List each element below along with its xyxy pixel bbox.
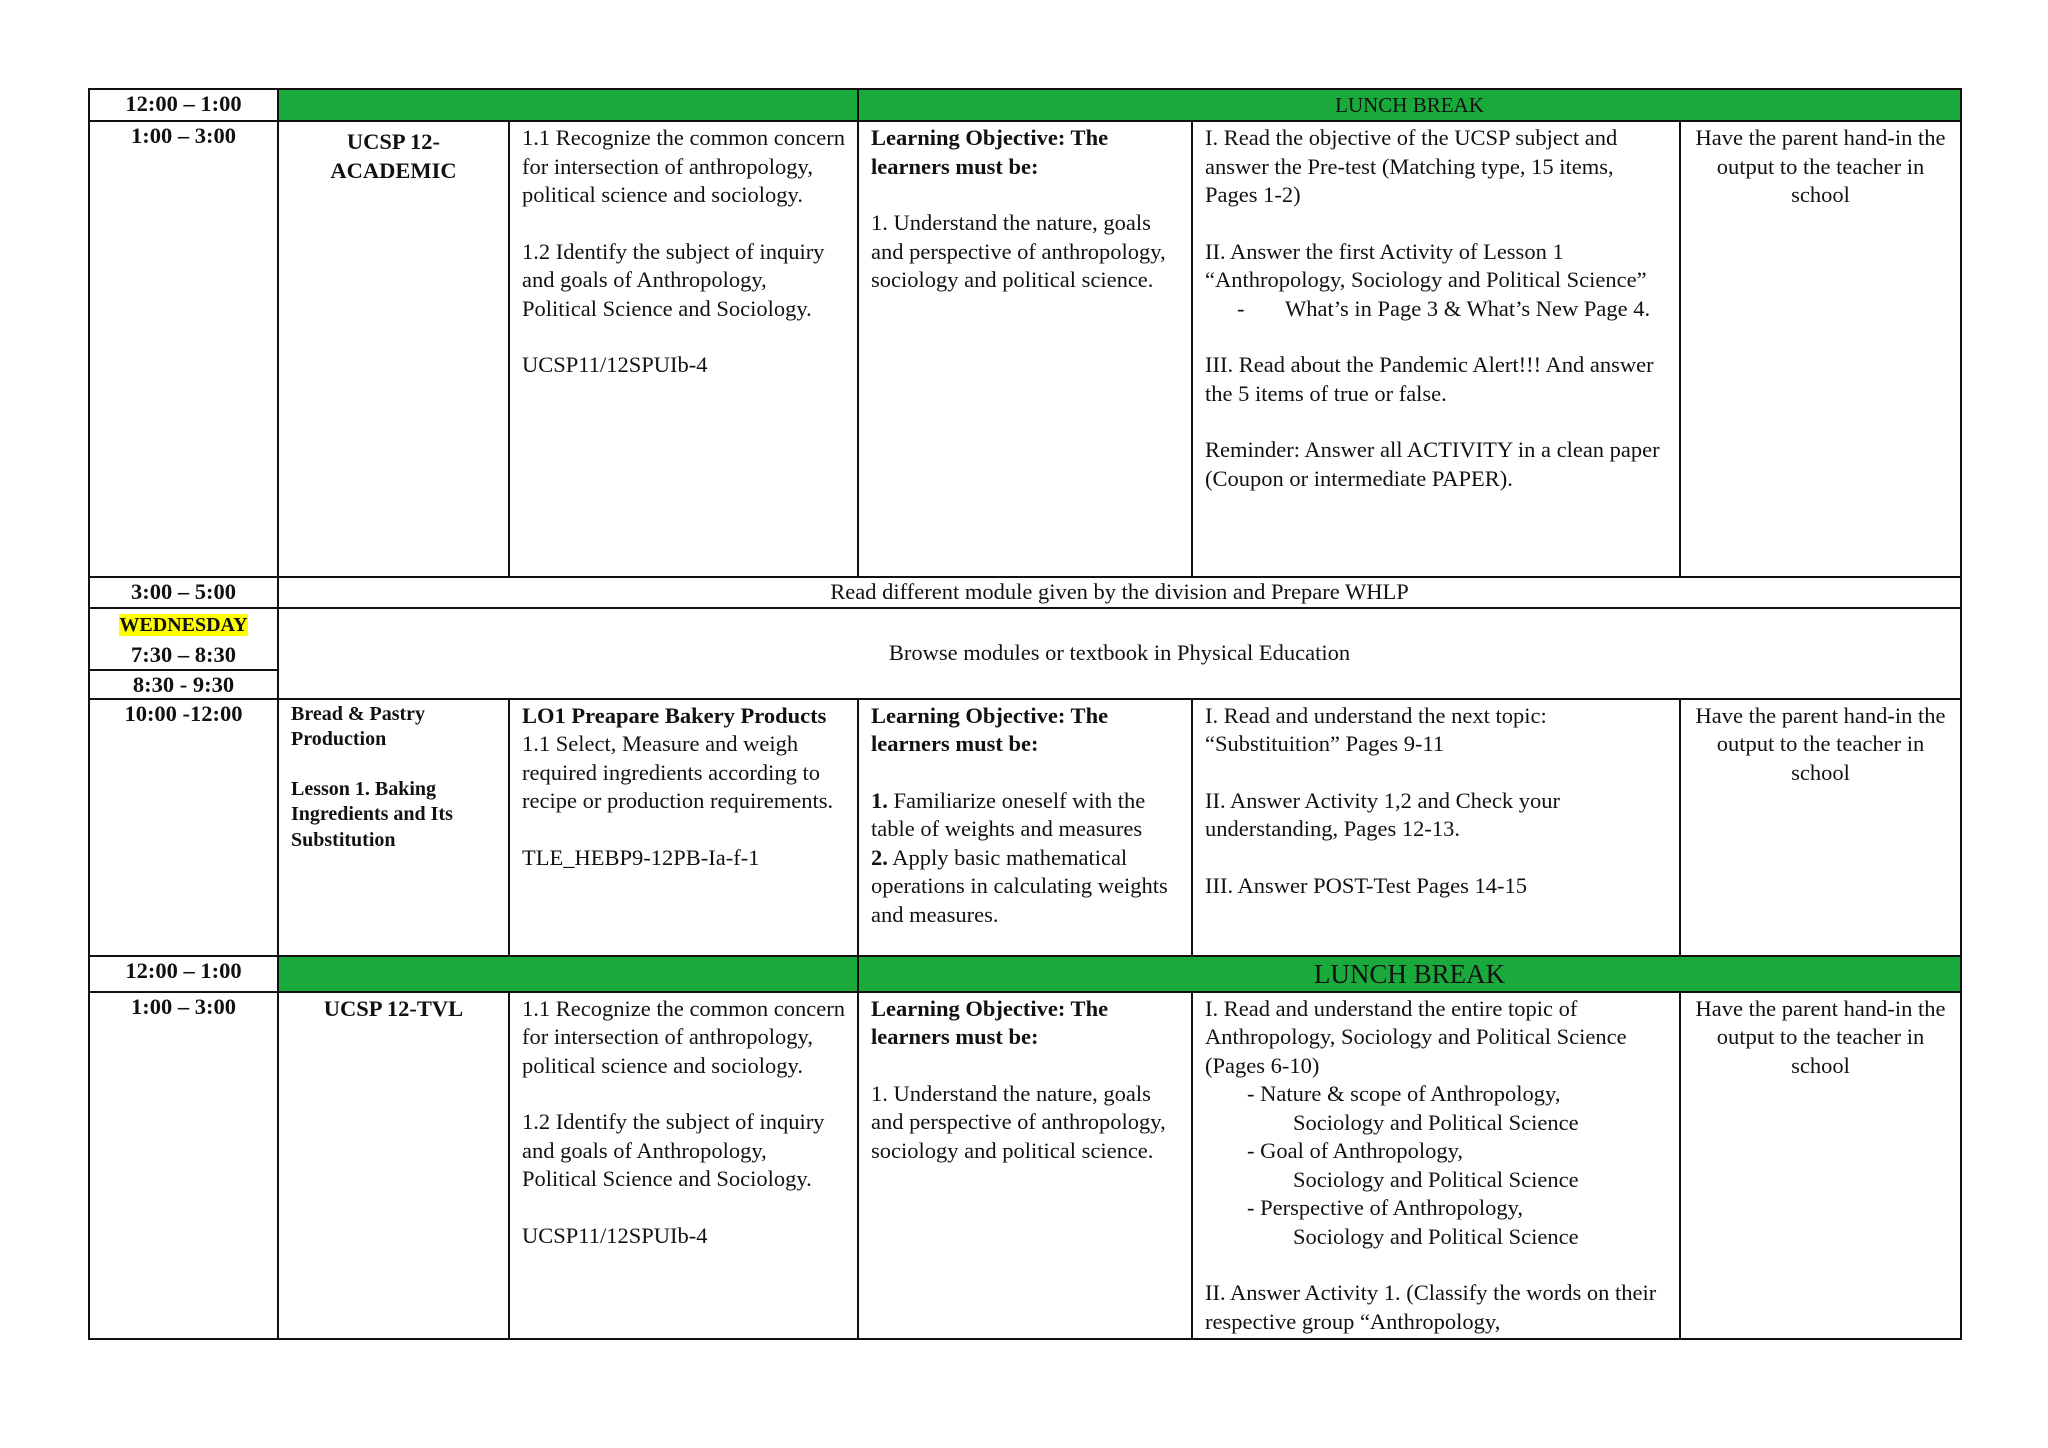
subject-cell: UCSP 12-ACADEMIC	[278, 121, 509, 577]
subject-cell	[278, 699, 509, 956]
lunch-break-label: LUNCH BREAK	[858, 956, 1961, 992]
lunch-bar-left	[278, 956, 858, 992]
task-item: III. Answer POST-Test Pages 14-15	[1205, 872, 1527, 898]
competency-code: UCSP11/12SPUIb-4	[522, 1222, 708, 1248]
lunch-break-label: LUNCH BREAK	[858, 89, 1961, 121]
tasks-cell	[1192, 121, 1680, 577]
pe-text: Browse modules or textbook in Physical Education	[278, 608, 1961, 699]
time-cell: 10:00 -12:00	[89, 699, 278, 956]
task-bullet: - Perspective of Anthropology,	[1247, 1195, 1523, 1220]
objective-text: Familiarize oneself with the table of weights and measures	[871, 787, 1146, 841]
subject-cell: UCSP 12-TVL	[278, 992, 509, 1340]
task-item: III. Read about the Pandemic Alert!!! And answer the 5 items of true or false.	[1205, 352, 1654, 406]
time-cell: 8:30 - 9:30	[89, 670, 278, 699]
task-item: I. Read and understand the entire topic of Anthropology, Sociology and Political Science (Pages 6-10)	[1205, 995, 1627, 1078]
objective-item	[871, 844, 1179, 930]
task-bullet-continued: Sociology and Political Science	[1293, 1109, 1579, 1135]
competency-code: TLE_HEBP9-12PB-Ia-f-1	[522, 844, 760, 870]
competency-cell	[509, 699, 858, 956]
lunch-bar-left	[278, 89, 858, 121]
objective-item: 1. Understand the nature, goals and perspective of anthropology, sociology and political science.	[871, 1080, 1166, 1163]
lunch-row-2	[89, 956, 1961, 992]
prep-row	[89, 577, 1961, 608]
task-subitem-text: What’s in Page 3 & What’s New Page 4.	[1285, 295, 1651, 321]
day-label: WEDNESDAY	[119, 613, 248, 636]
ucsp-academic-row	[89, 121, 1961, 577]
weekly-home-learning-plan-table	[88, 88, 1962, 1340]
time-cell: 1:00 – 3:00	[89, 992, 278, 1340]
task-bullet-continued: Sociology and Political Science	[1293, 1166, 1579, 1192]
task-bullet: - Nature & scope of Anthropology,	[1247, 1081, 1561, 1106]
objective-text: Apply basic mathematical operations in calculating weights and measures.	[871, 844, 1168, 927]
time-cell: 1:00 – 3:00	[89, 121, 278, 577]
competency-cell	[509, 121, 858, 577]
tasks-cell	[1192, 699, 1680, 956]
competency-item: 1.2 Identify the subject of inquiry and goals of Anthropology, Political Science and Sociology.	[522, 1109, 825, 1191]
task-item: II. Answer Activity 1. (Classify the words on their respective group “Anthropology,	[1205, 1280, 1657, 1334]
bread-pastry-row	[89, 699, 1961, 956]
task-item: I. Read the objective of the UCSP subject and answer the Pre-test (Matching type, 15 items, Pages 1-2)	[1205, 125, 1618, 207]
objective-cell	[858, 121, 1192, 577]
objective-heading: Learning Objective: The learners must be:	[871, 702, 1109, 756]
subject-name: Bread & Pastry Production	[291, 702, 426, 750]
competency-cell	[509, 992, 858, 1340]
competency-item: 1.2 Identify the subject of inquiry and goals of Anthropology, Political Science and Sociology.	[522, 238, 825, 321]
competency-item: 1.1 Recognize the common concern for intersection of anthropology, political science and sociology.	[522, 995, 846, 1078]
objective-item: 1. Understand the nature, goals and perspective of anthropology, sociology and political science.	[871, 210, 1166, 292]
objective-number: 1.	[871, 787, 888, 813]
wednesday-row	[89, 608, 1961, 670]
delivery-mode-cell: Have the parent hand-in the output to the teacher in school	[1680, 699, 1961, 956]
delivery-mode-cell: Have the parent hand-in the output to the teacher in school	[1680, 992, 1961, 1340]
lunch-row-1	[89, 89, 1961, 121]
objective-cell	[858, 992, 1192, 1340]
competency-heading: LO1 Preapare Bakery Products	[522, 702, 827, 728]
task-subitem	[1205, 295, 1667, 324]
competency-code: UCSP11/12SPUIb-4	[522, 352, 708, 377]
time-cell: 3:00 – 5:00	[89, 577, 278, 608]
time-cell: 12:00 – 1:00	[89, 89, 278, 121]
lesson-title: Lesson 1. Baking Ingredients and Its Substitution	[291, 777, 453, 851]
competency-item: 1.1 Recognize the common concern for intersection of anthropology, political science and sociology.	[522, 125, 846, 207]
competency-item: 1.1 Select, Measure and weigh required ingredients according to recipe or production requirements.	[522, 731, 834, 813]
ucsp-tvl-row	[89, 992, 1961, 1340]
objective-heading: Learning Objective: The learners must be:	[871, 995, 1109, 1049]
objective-cell	[858, 699, 1192, 956]
task-bullet-continued: Sociology and Political Science	[1293, 1223, 1579, 1249]
time-cell: 12:00 – 1:00	[89, 956, 278, 992]
prep-text: Read different module given by the division and Prepare WHLP	[278, 577, 1961, 608]
task-item: II. Answer the first Activity of Lesson 1 “Anthropology, Sociology and Political Science”	[1205, 238, 1647, 292]
objective-item	[871, 787, 1179, 844]
reminder-text: Reminder: Answer all ACTIVITY in a clean paper (Coupon or intermediate PAPER).	[1205, 437, 1660, 491]
day-cell	[89, 608, 278, 670]
task-bullet: - Goal of Anthropology,	[1247, 1138, 1464, 1163]
tasks-cell	[1192, 992, 1680, 1340]
time-label: 7:30 – 8:30	[131, 641, 236, 667]
objective-number: 2.	[871, 844, 888, 870]
objective-heading: Learning Objective: The learners must be:	[871, 125, 1109, 179]
task-item: I. Read and understand the next topic: “Substituition” Pages 9-11	[1205, 702, 1547, 756]
task-item: II. Answer Activity 1,2 and Check your understanding, Pages 12-13.	[1205, 787, 1560, 841]
delivery-mode-cell: Have the parent hand-in the output to the teacher in school	[1680, 121, 1961, 577]
dash-marker: -	[1237, 295, 1245, 321]
